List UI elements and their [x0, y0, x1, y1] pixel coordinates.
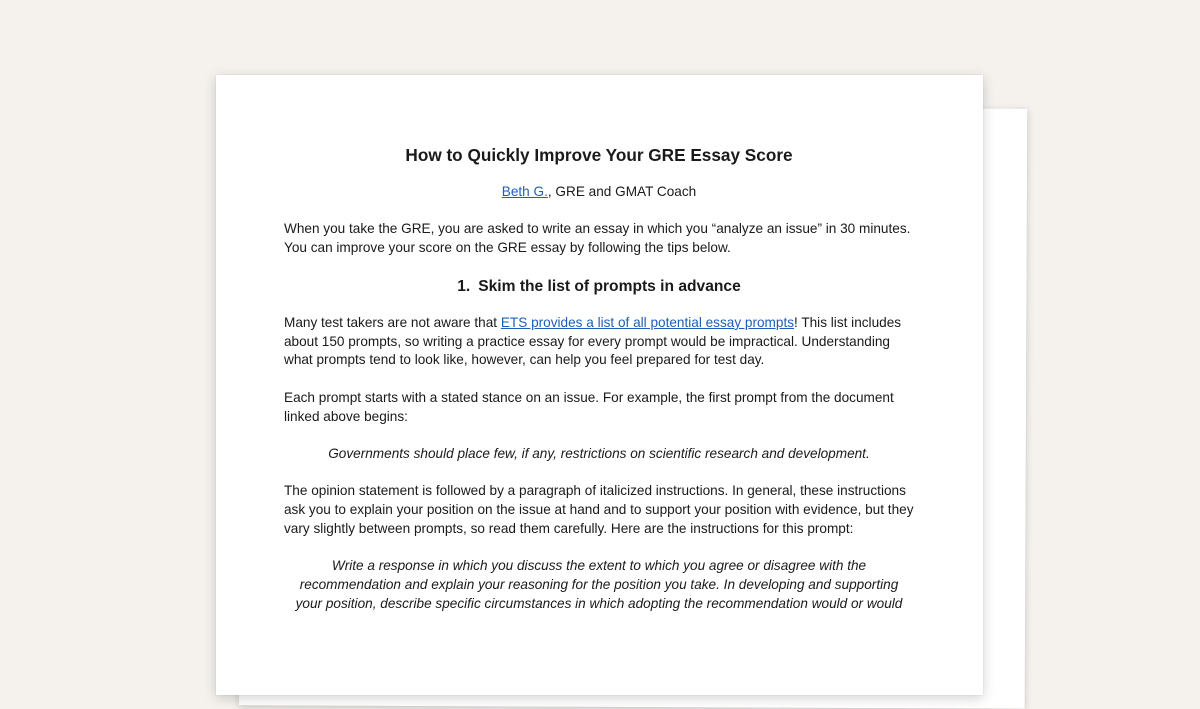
- ets-prompts-link[interactable]: ETS provides a list of all potential essay prompts: [500, 314, 795, 330]
- instructions-quote: Write a response in which you discuss the extent to which you agree or disagree with the recommendation and explain your reasoning for the position you take. In developing and supporting your position, describe specific circumstances in which adopting the recommendation would or would: [295, 558, 903, 611]
- section-paragraph-2: Each prompt starts with a stated stance on an issue. For example, the first prompt from the document linked above begins:: [284, 389, 894, 424]
- section-paragraph-1: [284, 314, 914, 370]
- section-number: 1.: [457, 277, 471, 295]
- intro-paragraph: When you take the GRE, you are asked to write an essay in which you “analyze an issue” in 30 minutes. You can improve your score on the GRE essay by following the tips below.: [284, 220, 911, 255]
- section-title: Skim the list of prompts in advance: [478, 277, 741, 295]
- document-title: How to Quickly Improve Your GRE Essay Score: [405, 145, 793, 165]
- byline: [284, 183, 914, 202]
- document-content: [284, 143, 914, 613]
- prompt-quote: Governments should place few, if any, restrictions on scientific research and development.: [328, 445, 870, 461]
- section-heading: [284, 276, 914, 298]
- author-link[interactable]: Beth G.: [501, 184, 548, 199]
- author-role: , GRE and GMAT Coach: [547, 184, 697, 199]
- document-page: [216, 75, 983, 695]
- paragraph-text: ! This list includes about 150 prompts, so writing a practice essay for every prompt would be impractical. Understanding what prompts tend to look like, however, can help you feel prepared for test day.: [284, 314, 902, 368]
- section-paragraph-3: The opinion statement is followed by a paragraph of italicized instructions. In general, these instructions ask you to explain your position on the issue at hand and to support your position with evidence, but they vary slightly between prompts, so read them carefully. Here are the instructions for this prompt:: [284, 483, 914, 536]
- paragraph-text: Many test takers are not aware that: [284, 314, 501, 330]
